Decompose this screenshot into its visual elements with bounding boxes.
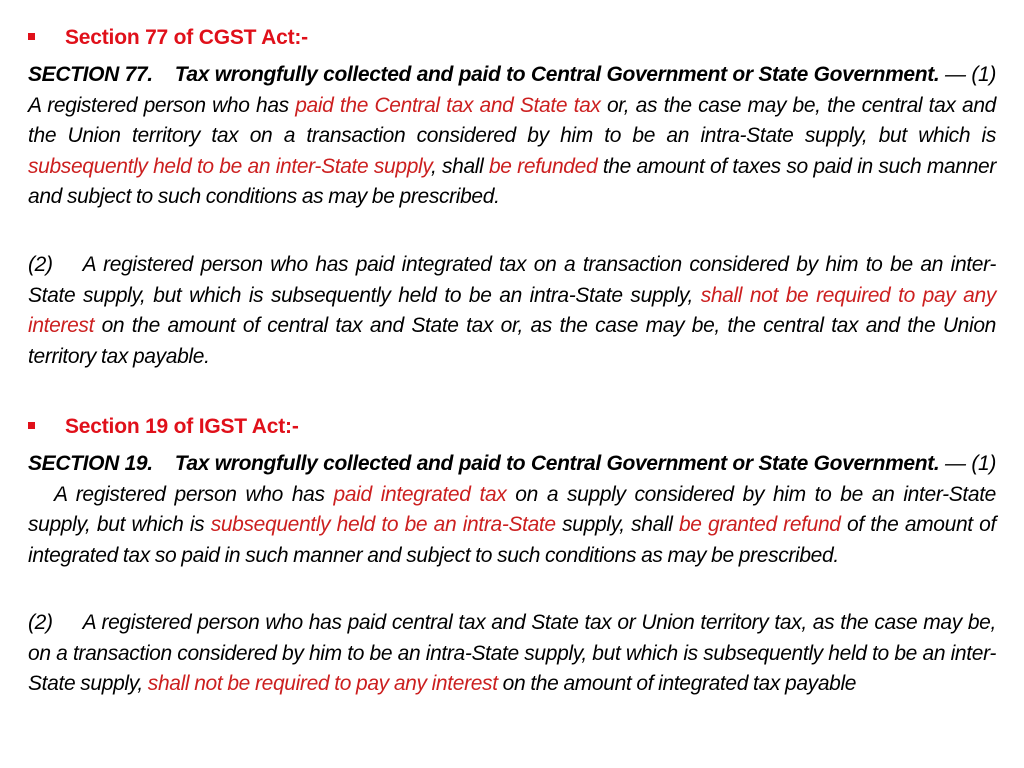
section-77-heading: [28, 26, 308, 50]
section-77-clause-1: [28, 60, 996, 213]
section-19-clause-2-number: (2): [28, 611, 53, 634]
highlight-no-interest-19: shall not be required to pay any interest: [147, 672, 498, 696]
highlight-inter-state-supply: subsequently held to be an inter-State supply: [28, 154, 431, 178]
section-77-clause-1-text-3: the amount of taxes so paid in such manner and subject to such conditions as may be prescribed.: [28, 154, 996, 209]
section-77-title: Tax wrongfully collected and paid to Central Government or State Government.: [174, 63, 940, 86]
section-19-clause-1: [28, 449, 996, 571]
square-bullet-icon: [28, 33, 35, 40]
highlight-no-interest-77: shall not be required to pay any interest: [28, 283, 996, 338]
section-19-clause-1-text-2: supply, shall: [555, 513, 679, 537]
section-19-clause-2: [28, 608, 996, 700]
section-19-heading-text: Section 19 of IGST Act:-: [65, 415, 299, 438]
section-19-heading: [28, 415, 299, 439]
section-19-clause-1-intro: — (1): [939, 452, 996, 475]
highlight-paid-integrated-tax: paid integrated tax: [333, 482, 507, 506]
section-77-clause-2: [28, 250, 996, 372]
section-19-clause-1-text-0: A registered person who has: [54, 482, 334, 506]
highlight-paid-central-state-tax: paid the Central tax and State tax: [295, 93, 601, 117]
highlight-granted-refund: be granted refund: [678, 513, 841, 537]
section-77-clause-2-text-2: on the amount of central tax and State tax or, as the case may be, the central tax and the Union territory tax payable.: [28, 314, 996, 368]
section-77-heading-text: Section 77 of CGST Act:-: [65, 26, 308, 49]
highlight-intra-state: subsequently held to be an intra-State: [210, 513, 556, 537]
section-77-clause-2-number: (2): [28, 253, 53, 276]
section-19-clause-1-text-1: on a supply considered by him to be an inter-State supply, but which is: [28, 482, 997, 537]
section-77-clause-1-text-2: , shall: [430, 154, 489, 178]
section-19-clause-2-text-2: on the amount of integrated tax payable: [497, 672, 857, 696]
highlight-be-refunded: be refunded: [488, 154, 598, 178]
section-19-title: Tax wrongfully collected and paid to Central Government or State Government.: [174, 452, 940, 475]
section-77-lead: SECTION 77.: [28, 63, 153, 86]
section-77-clause-2-text-1: A registered person who has paid integrated tax on a transaction considered by him to be an inter-State supply, but which is subsequently held to be an intra-State supply,: [28, 253, 996, 307]
section-19-clause-2-text-1: A registered person who has paid central tax and State tax or Union territory tax, as the case may be, on a transaction considered by him to be an intra-State supply, but which is subsequently held to be an inter-State supply,: [28, 611, 996, 696]
section-19-lead: SECTION 19.: [28, 452, 153, 475]
square-bullet-icon: [28, 422, 35, 429]
section-77-clause-1-text-1: or, as the case may be, the central tax and the Union territory tax on a transaction considered by him to be an intra-State supply, but which is: [28, 93, 996, 148]
section-77-clause-1-intro: — (1) A registered person who has: [28, 63, 996, 117]
section-19-clause-1-text-3: of the amount of integrated tax so paid in such manner and subject to such conditions as may be prescribed.: [28, 513, 996, 567]
